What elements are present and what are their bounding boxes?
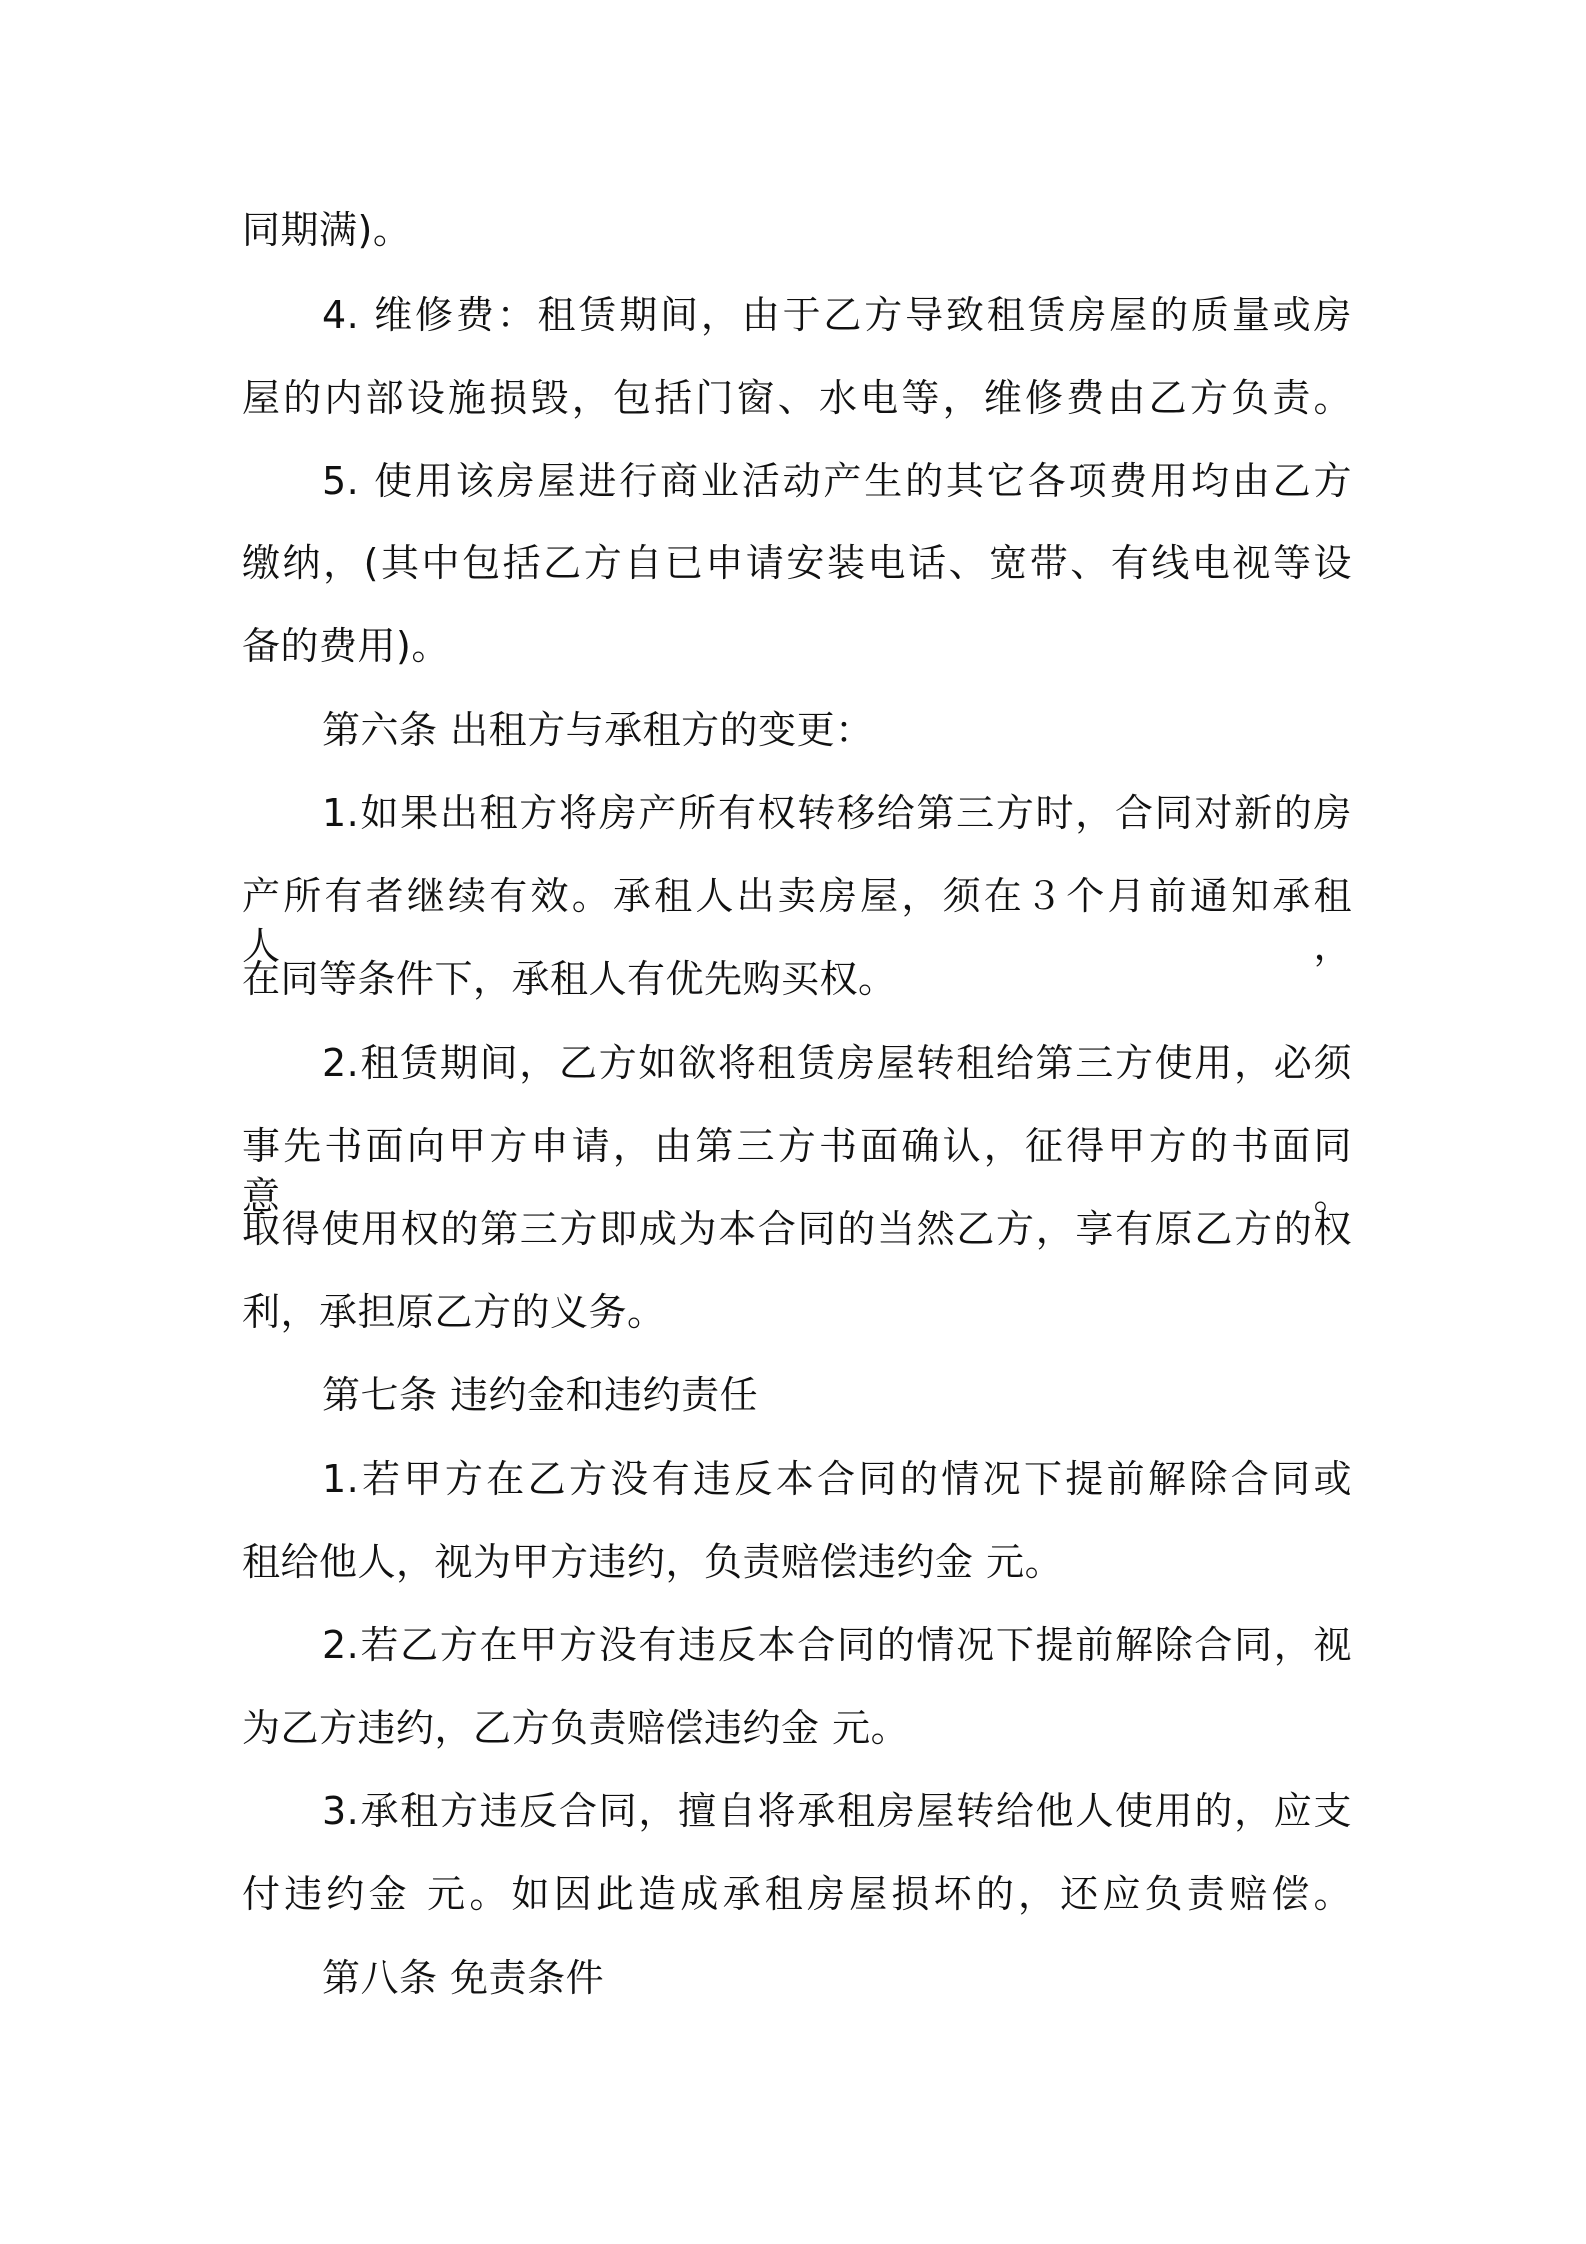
- text-line: 在同等条件下，承租人有优先购买权。: [242, 957, 897, 1001]
- text-line: 备的费用)。: [242, 624, 450, 668]
- section-heading: 第七条 违约金和违约责任: [322, 1373, 759, 1417]
- text-line: 取得使用权的第三方即成为本合同的当然乙方，享有原乙方的权: [242, 1207, 1352, 1251]
- section-heading: 第八条 免责条件: [322, 1956, 605, 2000]
- text-line: 事先书面向甲方申请，由第三方书面确认，征得甲方的书面同意。: [242, 1124, 1352, 1218]
- text-line: 3.承租方违反合同，擅自将承租房屋转给他人使用的，应支: [322, 1789, 1352, 1833]
- text-line: 同期满)。: [242, 208, 412, 252]
- text-line: 1.如果出租方将房产所有权转移给第三方时，合同对新的房: [322, 791, 1352, 835]
- section-heading: 第六条 出租方与承租方的变更：: [322, 708, 874, 752]
- text-line: 2.租赁期间，乙方如欲将租赁房屋转租给第三方使用，必须: [322, 1041, 1352, 1085]
- text-line: 租给他人，视为甲方违约，负责赔偿违约金 元。: [242, 1540, 1064, 1584]
- text-line: 屋的内部设施损毁，包括门窗、水电等，维修费由乙方负责。: [242, 376, 1352, 420]
- text-line: 2.若乙方在甲方没有违反本合同的情况下提前解除合同，视: [322, 1623, 1352, 1667]
- text-line: 缴纳，(其中包括乙方自已申请安装电话、宽带、有线电视等设: [242, 541, 1352, 585]
- text-line: 利，承担原乙方的义务。: [242, 1290, 666, 1334]
- text-line: 1.若甲方在乙方没有违反本合同的情况下提前解除合同或: [322, 1457, 1352, 1501]
- text-line: 4. 维修费：租赁期间，由于乙方导致租赁房屋的质量或房: [322, 293, 1352, 337]
- text-line: 付违约金 元。如因此造成承租房屋损坏的，还应负责赔偿。: [242, 1872, 1352, 1916]
- text-line: 为乙方违约，乙方负责赔偿违约金 元。: [242, 1706, 910, 1750]
- text-line: 5. 使用该房屋进行商业活动产生的其它各项费用均由乙方: [322, 459, 1352, 503]
- text-line: 产所有者继续有效。承租人出卖房屋，须在３个月前通知承租人，: [242, 874, 1352, 968]
